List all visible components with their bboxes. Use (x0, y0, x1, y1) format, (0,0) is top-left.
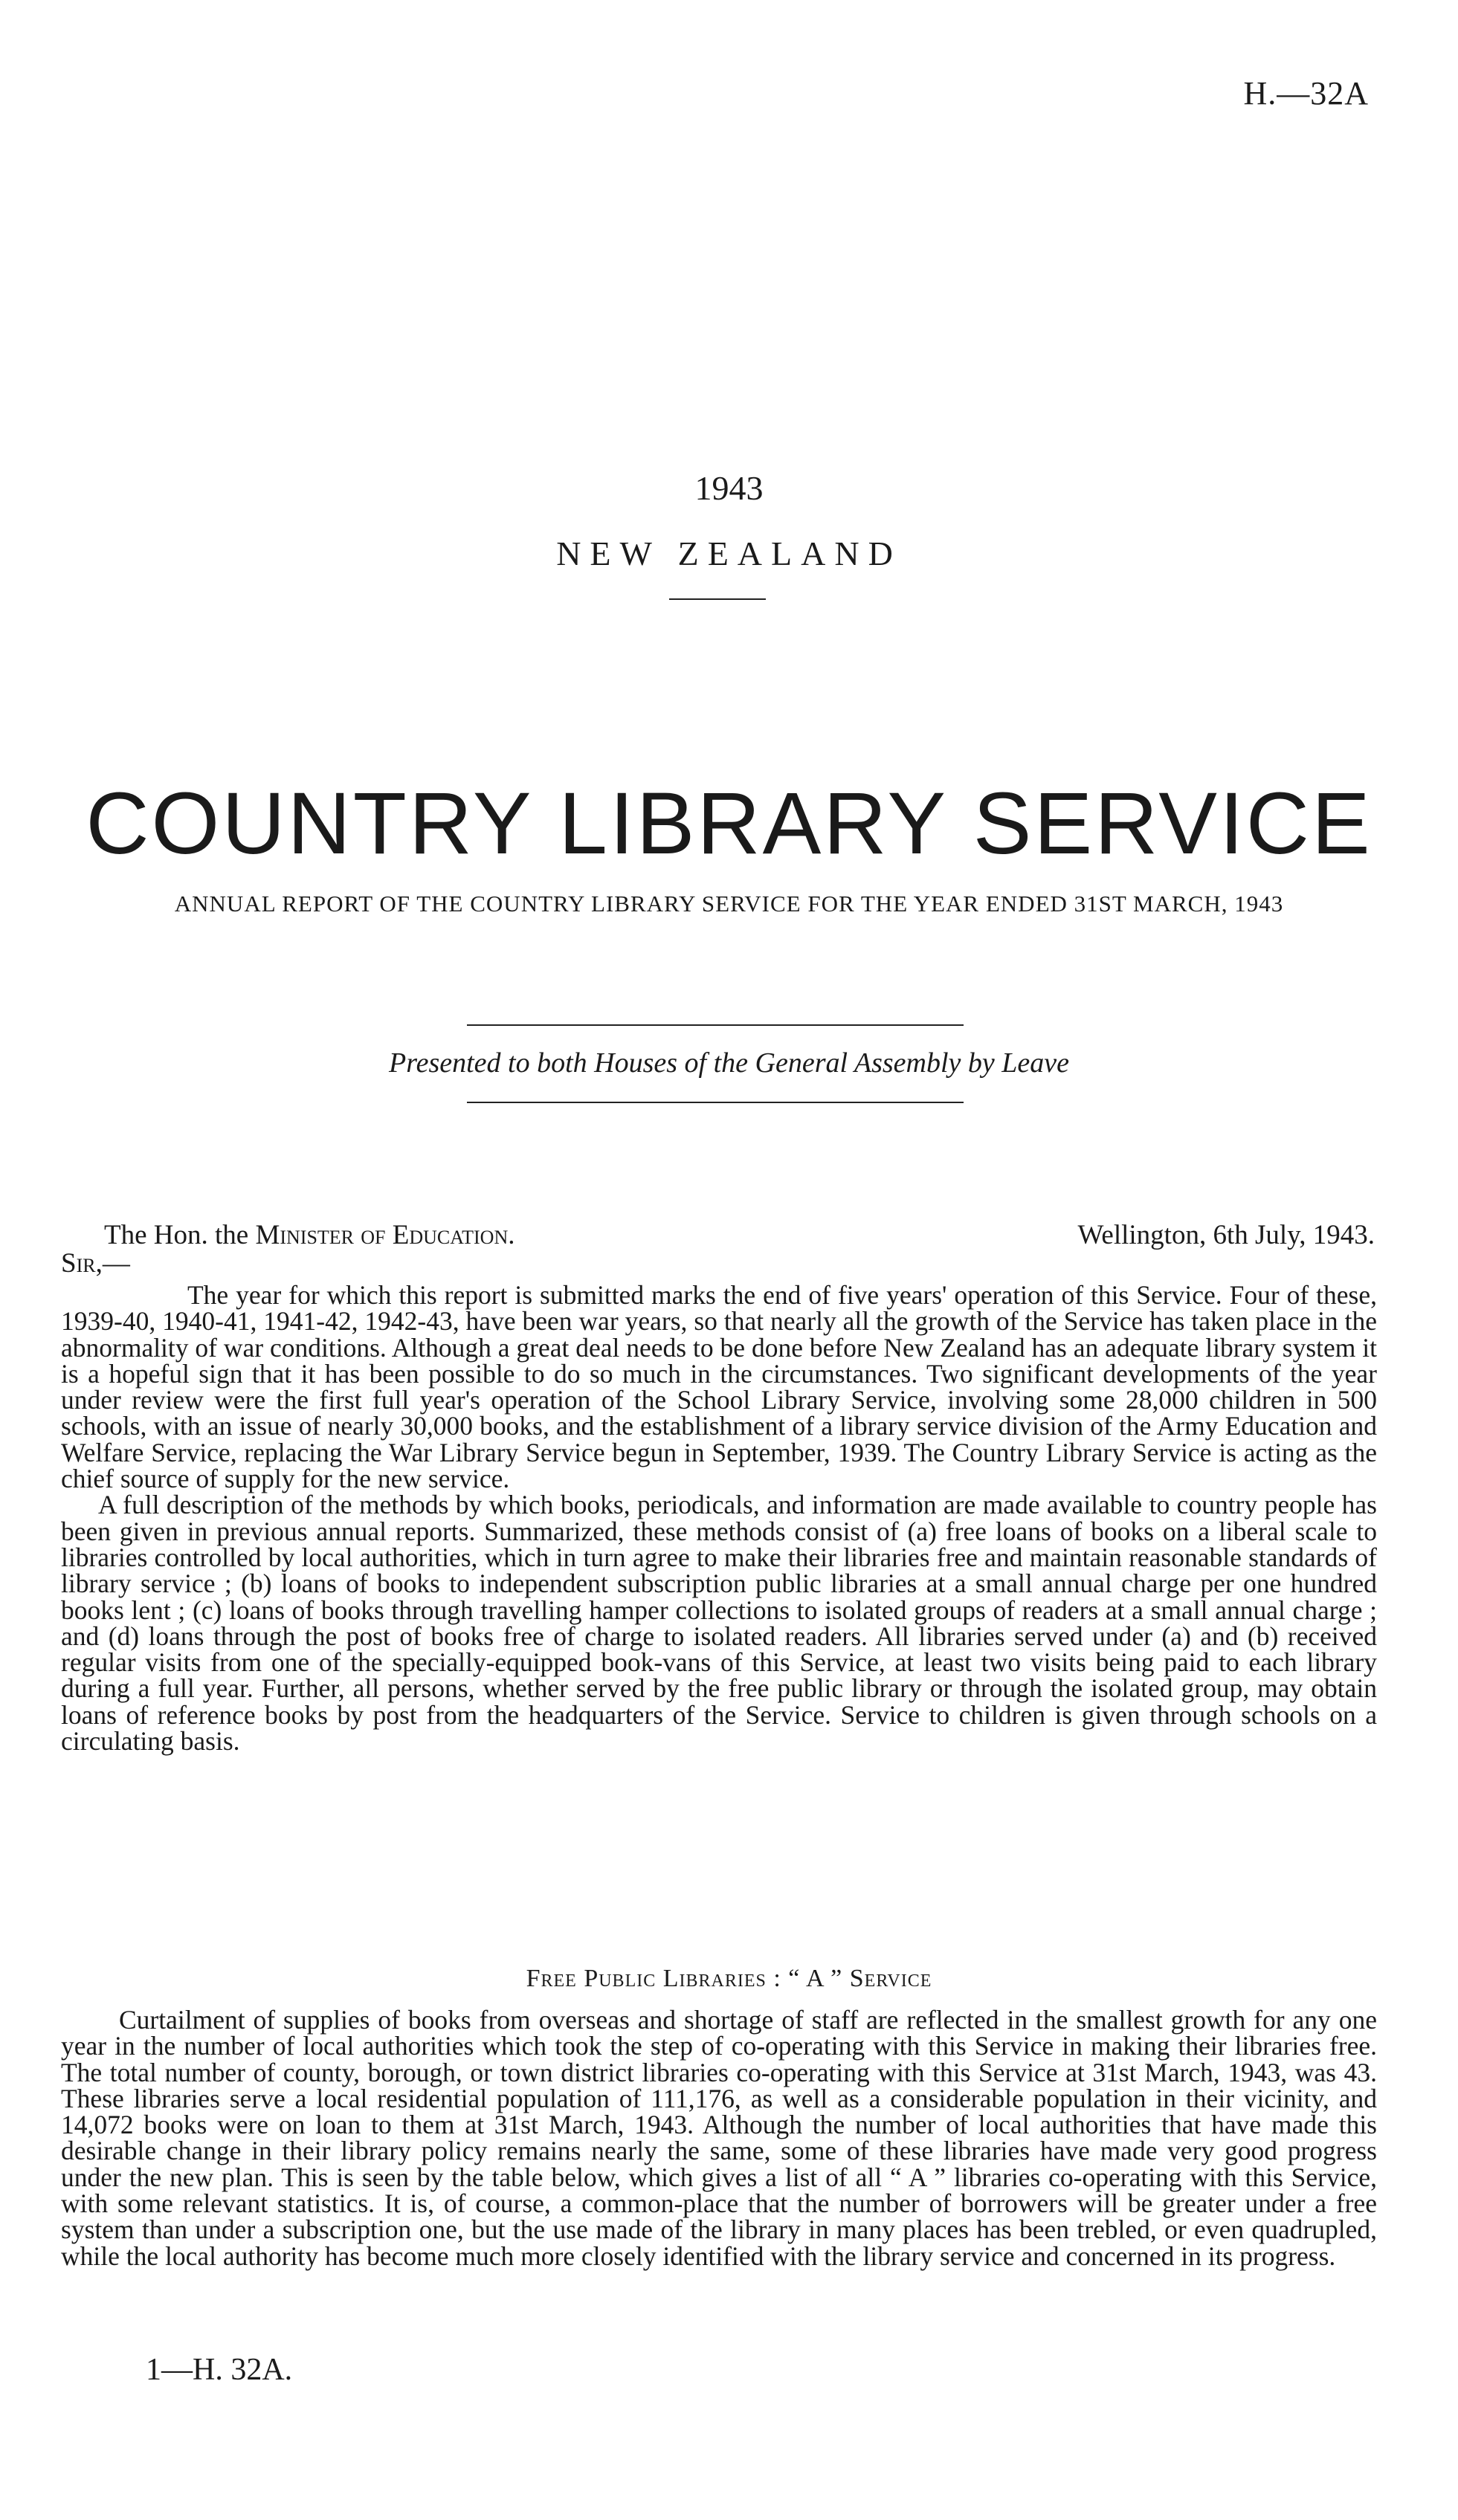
short-divider (669, 598, 766, 600)
addressee-title: Minister of Education. (255, 1220, 515, 1250)
page-footer: 1—H. 32A. (146, 2353, 293, 2387)
document-title: COUNTRY LIBRARY SERVICE (86, 775, 1372, 873)
divider-bottom (467, 1102, 964, 1103)
letter-date: Wellington, 6th July, 1943. (1077, 1220, 1375, 1250)
section-body (61, 2007, 1377, 2269)
document-subtitle: ANNUAL REPORT OF THE COUNTRY LIBRARY SERVICE FOR THE YEAR ENDED 31ST MARCH, 1943 (174, 891, 1284, 917)
paragraph-1: The year for which this report is submitted marks the end of five years' operation of this Service. Four of these, 1939-40, 1940-41, 1941-42, 1942-43, have been war years, so that nearly all the growth of the Service has taken place in the abnormality of war conditions. Although a great deal needs to be done before New Zealand has an adequate library system it is a hopeful sign that it has been possible to do so much in the circumstances. Two significant developments of the year under review were the first full year's operation of the School Library Service, involving some 28,000 children in 500 schools, with an issue of nearly 30,000 books, and the establishment of a library service division of the Army Education and Welfare Service, replacing the War Library Service begun in September, 1939. The Country Library Service is acting as the chief source of supply for the new service. (61, 1280, 1377, 1494)
salutation: Sir,— (61, 1248, 130, 1279)
letter-addressee (104, 1219, 515, 1251)
divider-top (467, 1024, 964, 1026)
country-name: NEW ZEALAND (556, 534, 902, 572)
section-paragraph: Curtailment of supplies of books from overseas and shortage of staff are reflected in the smallest growth for any one year in the number of local authorities which took the step of co-operating with this Service in making their libraries free. The total number of county, borough, or town district libraries co-operating with this Service at 31st March, 1943, was 43. These libraries serve a local residential population of 111,176, as well as a considerable population in their vicinity, and 14,072 books were on loan to them at 31st March, 1943. Although the number of local authorities that have made this desirable change in their library policy remains nearly the same, some of these libraries have made very good progress under the new plan. This is seen by the table below, which gives a list of all “ A ” libraries co-operating with this Service, with some relevant statistics. It is, of course, a common-place that the number of borrowers will be greater under a free system than under a subscription one, but the use made of the library in many places has been trebled, or even quadrupled, while the local authority has become much more closely identified with the library service and concerned in its progress. (61, 2005, 1377, 2271)
document-reference: H.—32A (1243, 75, 1369, 112)
section-heading: Free Public Libraries : “ A ” Service (526, 1965, 932, 1992)
presented-line: Presented to both Houses of the General Assembly by Leave (389, 1047, 1069, 1079)
report-year: 1943 (694, 469, 764, 507)
intro-body (61, 1280, 1377, 1757)
paragraph-2: A full description of the methods by which books, periodicals, and information are made available to country people has been given in previous annual reports. Summarized, these methods consist of (a) free loans of books on a liberal scale to libraries controlled by local authorities, which in turn agree to make their libraries free and maintain reasonable standards of library service ; (b) loans of books to independent subscription public libraries at a small annual charge per one hundred books lent ; (c) loans of books through travelling hamper collections to isolated groups of readers at a small annual charge ; and (d) loans through the post of books free of charge to isolated readers. All libraries served under (a) and (b) received regular visits from one of the specially-equipped book-vans of this Service, at least two visits being paid to each library during a full year. Further, all persons, whether served by the free public library or through the isolated group, may obtain loans of reference books by post from the headquarters of the Service. Service to children is given through schools on a circulating basis. (61, 1490, 1377, 1757)
addressee-prefix: The Hon. the (104, 1220, 256, 1250)
